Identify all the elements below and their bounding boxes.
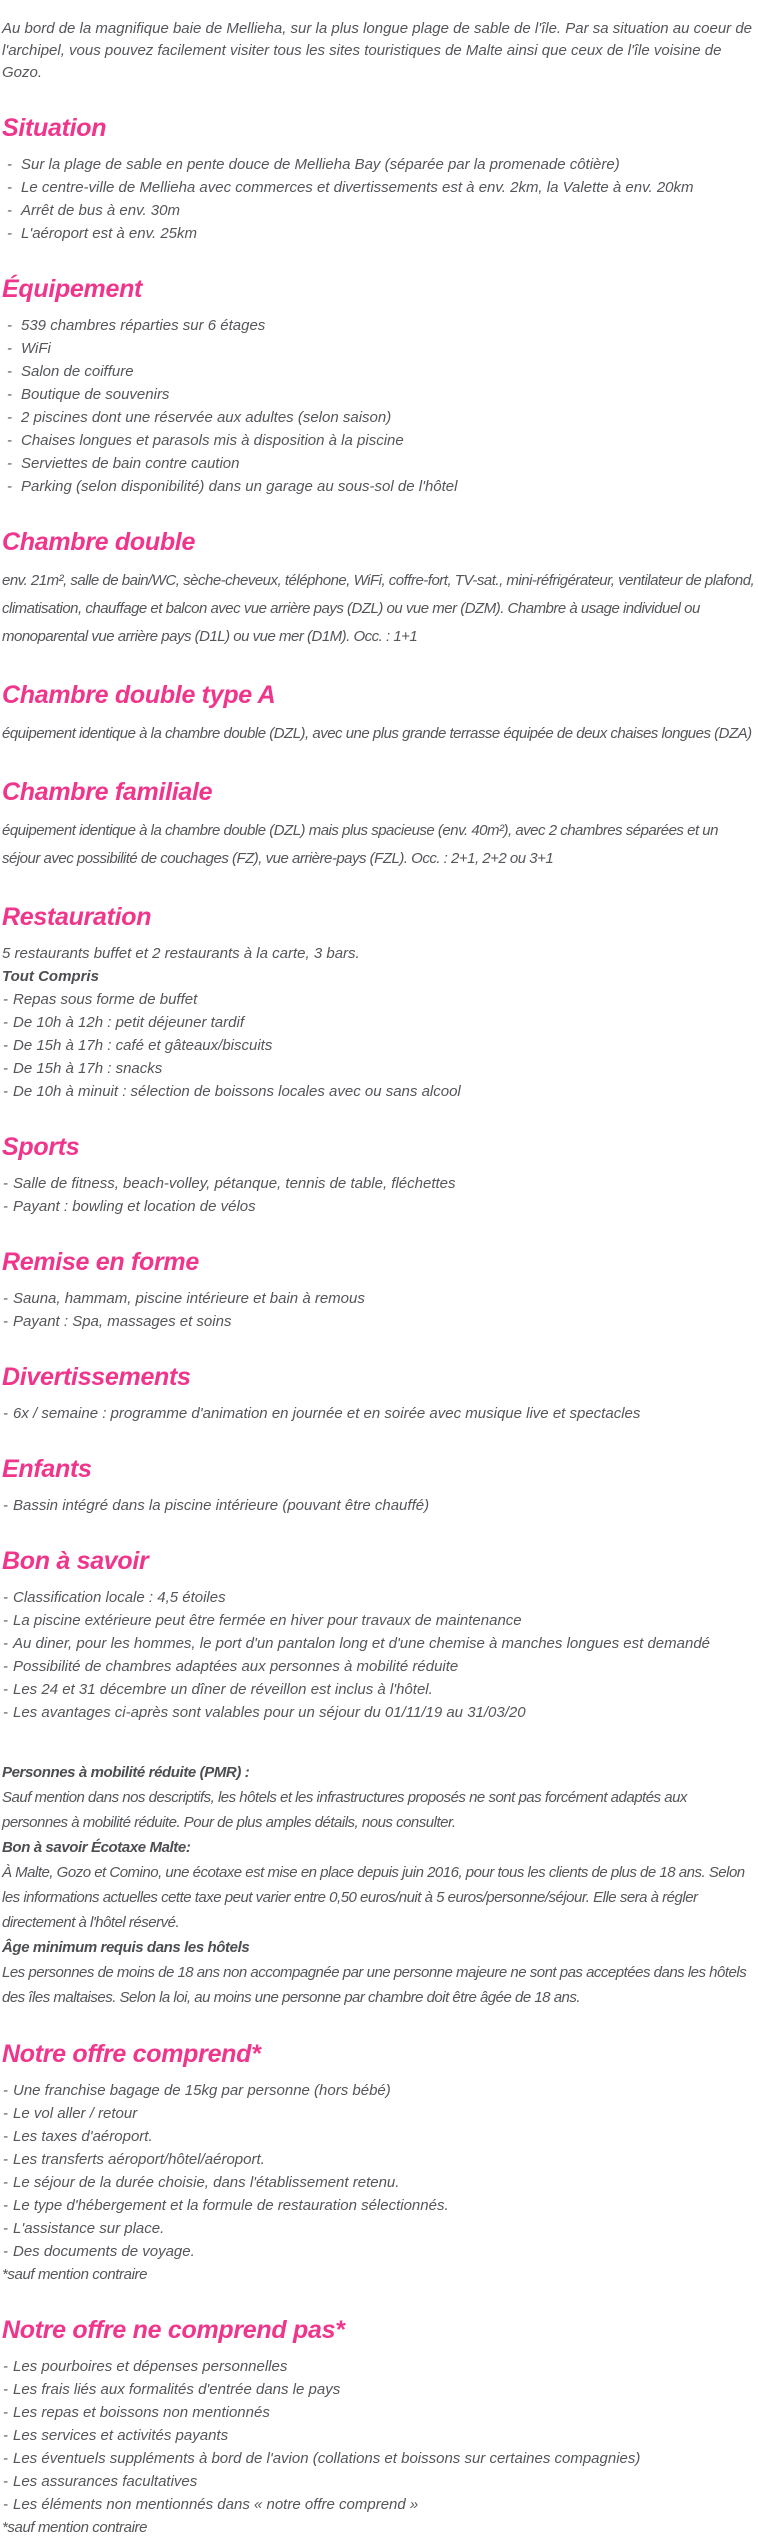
- bullet-item: [2, 1195, 755, 1218]
- section-chambre-double-type-a: [2, 681, 755, 748]
- bullet-dash-icon: -: [3, 991, 8, 1008]
- bullet-text: Au diner, pour les hommes, le port d'un pantalon long et d'une chemise à manches longues est demandé: [13, 1635, 711, 1652]
- bullet-dash-icon: -: [3, 1704, 8, 1721]
- bullet-dash-icon: -: [3, 1060, 8, 1077]
- bullet-text: De 15h à 17h : snacks: [13, 1060, 163, 1077]
- bullet-dash-icon: -: [7, 225, 12, 242]
- bullet-item: [2, 475, 755, 498]
- bullet-list: [2, 1586, 755, 1724]
- bullet-text: Les transferts aéroport/hôtel/aéroport.: [13, 2151, 265, 2168]
- bullet-text: Repas sous forme de buffet: [13, 991, 198, 1008]
- bullet-dash-icon: -: [7, 340, 12, 357]
- bullet-text: Possibilité de chambres adaptées aux personnes à mobilité réduite: [13, 1658, 459, 1675]
- bullet-dash-icon: -: [7, 179, 12, 196]
- section-notre-offre-comprend: [2, 2040, 755, 2286]
- bullet-text: Le vol aller / retour: [13, 2105, 138, 2122]
- bullet-dash-icon: -: [3, 1681, 8, 1698]
- bullet-text: Parking (selon disponibilité) dans un garage au sous-sol de l'hôtel: [21, 478, 458, 495]
- bullet-text: Les repas et boissons non mentionnés: [13, 2404, 270, 2421]
- bullet-item: [2, 199, 755, 222]
- bullet-text: Sauna, hammam, piscine intérieure et bain à remous: [13, 1290, 365, 1307]
- section-notre-offre-ne-comprend-pas: [2, 2316, 755, 2539]
- bullet-item: [2, 1655, 755, 1678]
- bullet-dash-icon: -: [3, 2243, 8, 2260]
- bullet-item: [2, 429, 755, 452]
- bullet-text: Les services et activités payants: [13, 2427, 229, 2444]
- bullet-text: Le type d'hébergement et la formule de restauration sélectionnés.: [13, 2197, 449, 2214]
- section-title-chambre-double: Chambre double: [2, 528, 196, 556]
- bullet-list: [2, 1494, 755, 1517]
- bullet-text: Les 24 et 31 décembre un dîner de réveillon est inclus à l'hôtel.: [13, 1681, 433, 1698]
- notes-block: [2, 1760, 755, 2010]
- bullet-list: [2, 2079, 755, 2263]
- bullet-dash-icon: -: [3, 1198, 8, 1215]
- bullet-dash-icon: -: [3, 1589, 8, 1606]
- bullet-text: L'assistance sur place.: [13, 2220, 165, 2237]
- section-chambre-double: [2, 528, 755, 651]
- bullet-item: [2, 1494, 755, 1517]
- bullet-item: [2, 2079, 755, 2102]
- section-sports: [2, 1133, 755, 1218]
- bullet-list: [2, 314, 755, 498]
- bullet-dash-icon: -: [3, 1037, 8, 1054]
- section-title-remise-en-forme: Remise en forme: [2, 1248, 199, 1276]
- note-text: Sauf mention dans nos descriptifs, les hôtels et les infrastructures proposés ne sont pas forcément adaptés aux personnes à mobilité réduite. Pour de plus amples détails, nous consulter.: [2, 1789, 687, 1831]
- note-text: Les personnes de moins de 18 ans non accompagnée par une personne majeure ne sont pas acceptées dans les hôtels des îles maltaises. Selon la loi, au moins une personne par chambre doit être âgée de 18 ans.: [2, 1964, 747, 2006]
- bullet-item: [2, 1057, 755, 1080]
- bullet-item: [2, 2240, 755, 2263]
- bullet-dash-icon: -: [3, 1635, 8, 1652]
- bullet-dash-icon: -: [3, 1497, 8, 1514]
- bullet-text: Les éventuels suppléments à bord de l'avion (collations et boissons sur certaines compagnies): [13, 2450, 641, 2467]
- bullet-list: [2, 2355, 755, 2516]
- section-chambre-familiale: [2, 778, 755, 873]
- bullet-dash-icon: -: [3, 2220, 8, 2237]
- bullet-item: [2, 1287, 755, 1310]
- note-title-age-minimum-requis-dans-les-hotels: Âge minimum requis dans les hôtels: [2, 1939, 250, 1956]
- section-remise-en-forme: [2, 1248, 755, 1333]
- section-bon-a-savoir: [2, 1547, 755, 2010]
- bullet-item: [2, 1402, 755, 1425]
- bullet-item: [2, 1586, 755, 1609]
- bullet-text: Sur la plage de sable en pente douce de Mellieha Bay (séparée par la promenade côtière): [21, 156, 620, 173]
- bullet-text: Boutique de souvenirs: [21, 386, 170, 403]
- bullet-text: Les avantages ci-après sont valables pour un séjour du 01/11/19 au 31/03/20: [13, 1704, 526, 1721]
- bullet-dash-icon: -: [3, 2082, 8, 2099]
- bullet-text: Bassin intégré dans la piscine intérieure (pouvant être chauffé): [13, 1497, 430, 1514]
- note-text: À Malte, Gozo et Comino, une écotaxe est mise en place depuis juin 2016, pour tous les clients de plus de 18 ans. Selon les informations actuelles cette taxe peut varier entre 0,50 euros/nuit à 5 euros/personne/séjour. Elle sera à régler directement à l'hôtel réservé.: [2, 1864, 745, 1931]
- bullet-item: [2, 2148, 755, 2171]
- bullet-dash-icon: -: [7, 156, 12, 173]
- bullet-dash-icon: -: [7, 363, 12, 380]
- bullet-dash-icon: -: [3, 1658, 8, 1675]
- section-lead: 5 restaurants buffet et 2 restaurants à la carte, 3 bars.: [2, 945, 360, 962]
- bullet-item: [2, 2424, 755, 2447]
- bullet-item: [2, 2217, 755, 2240]
- bullet-item: [2, 383, 755, 406]
- bullet-text: Les pourboires et dépenses personnelles: [13, 2358, 288, 2375]
- bullet-text: WiFi: [21, 340, 51, 357]
- bullet-text: Des documents de voyage.: [13, 2243, 195, 2260]
- bullet-item: [2, 1678, 755, 1701]
- section-title-notre-offre-ne-comprend-pas: Notre offre ne comprend pas*: [2, 2316, 345, 2344]
- section-enfants: [2, 1455, 755, 1517]
- section-paragraph: équipement identique à la chambre double (DZL) mais plus spacieuse (env. 40m²), avec 2 chambres séparées et un séjour avec possibilité de couchages (FZ), vue arrière-pays (FZL). Occ. : 2+1, 2+2 ou 3+1: [2, 822, 718, 867]
- sections-container: [2, 114, 755, 2539]
- bullet-list: [2, 1402, 755, 1425]
- bullet-dash-icon: -: [3, 1405, 8, 1422]
- bullet-item: [2, 153, 755, 176]
- bullet-item: [2, 1310, 755, 1333]
- section-restauration: [2, 903, 755, 1103]
- bullet-dash-icon: -: [3, 2128, 8, 2145]
- bullet-text: Payant : Spa, massages et soins: [13, 1313, 232, 1330]
- bullet-text: Chaises longues et parasols mis à disposition à la piscine: [21, 432, 404, 449]
- bullet-text: Classification locale : 4,5 étoiles: [13, 1589, 226, 1606]
- intro-paragraph: Au bord de la magnifique baie de Mellieha, sur la plus longue plage de sable de l'île. Par sa situation au coeur de l'archipel, vous pouvez facilement visiter tous les sites touristiques de Malte ainsi que ceux de l'île voisine de Gozo.: [2, 20, 753, 81]
- section-title-bon-a-savoir: Bon à savoir: [2, 1547, 149, 1575]
- bullet-item: [2, 1080, 755, 1103]
- section-equipement: [2, 275, 755, 498]
- bullet-text: Arrêt de bus à env. 30m: [21, 202, 180, 219]
- bullet-text: 539 chambres réparties sur 6 étages: [21, 317, 266, 334]
- bullet-dash-icon: -: [7, 317, 12, 334]
- bullet-text: Les éléments non mentionnés dans « notre offre comprend »: [13, 2496, 419, 2513]
- bullet-text: Serviettes de bain contre caution: [21, 455, 240, 472]
- bullet-dash-icon: -: [7, 202, 12, 219]
- bullet-item: [2, 1172, 755, 1195]
- bullet-dash-icon: -: [3, 2197, 8, 2214]
- section-paragraph: env. 21m², salle de bain/WC, sèche-cheveux, téléphone, WiFi, coffre-fort, TV-sat., mini-réfrigérateur, ventilateur de plafond, climatisation, chauffage et balcon avec vue arrière pays (DZL) ou vue mer (DZM). Chambre à usage individuel ou monoparental vue arrière pays (D1L) ou vue mer (D1M). Occ. : 1+1: [2, 572, 755, 645]
- bullet-text: Les assurances facultatives: [13, 2473, 198, 2490]
- section-title-enfants: Enfants: [2, 1455, 92, 1483]
- note-title-personnes-a-mobilite-reduite-pmr: Personnes à mobilité réduite (PMR) :: [2, 1764, 250, 1781]
- bullet-item: [2, 2194, 755, 2217]
- bullet-dash-icon: -: [3, 2358, 8, 2375]
- bullet-dash-icon: -: [3, 2105, 8, 2122]
- bullet-item: [2, 452, 755, 475]
- bullet-dash-icon: -: [3, 1083, 8, 1100]
- section-title-chambre-familiale: Chambre familiale: [2, 778, 213, 806]
- bullet-text: De 10h à 12h : petit déjeuner tardif: [13, 1014, 244, 1031]
- section-title-equipement: Équipement: [2, 275, 143, 303]
- section-title-notre-offre-comprend: Notre offre comprend*: [2, 2040, 261, 2068]
- bullet-text: Les frais liés aux formalités d'entrée dans le pays: [13, 2381, 341, 2398]
- bullet-dash-icon: -: [7, 432, 12, 449]
- bullet-dash-icon: -: [3, 2381, 8, 2398]
- bullet-text: Le séjour de la durée choisie, dans l'établissement retenu.: [13, 2174, 400, 2191]
- bullet-text: Les taxes d'aéroport.: [13, 2128, 153, 2145]
- bullet-item: [2, 176, 755, 199]
- bullet-list: [2, 1287, 755, 1333]
- bullet-text: La piscine extérieure peut être fermée en hiver pour travaux de maintenance: [13, 1612, 522, 1629]
- bullet-item: [2, 1701, 755, 1724]
- bullet-dash-icon: -: [3, 1612, 8, 1629]
- bullet-item: [2, 2470, 755, 2493]
- bullet-dash-icon: -: [3, 1014, 8, 1031]
- bullet-item: [2, 2493, 755, 2516]
- bullet-dash-icon: -: [7, 478, 12, 495]
- bullet-text: Payant : bowling et location de vélos: [13, 1198, 256, 1215]
- bullet-text: Salon de coiffure: [21, 363, 134, 380]
- section-title-restauration: Restauration: [2, 903, 152, 931]
- footnote: *sauf mention contraire: [2, 2266, 148, 2283]
- bullet-dash-icon: -: [3, 2427, 8, 2444]
- bullet-dash-icon: -: [7, 455, 12, 472]
- bullet-item: [2, 1632, 755, 1655]
- section-title-divertissements: Divertissements: [2, 1363, 191, 1391]
- bullet-item: [2, 2102, 755, 2125]
- bullet-item: [2, 222, 755, 245]
- note-title-bon-a-savoir-ecotaxe-malte: Bon à savoir Écotaxe Malte:: [2, 1839, 191, 1856]
- section-divertissements: [2, 1363, 755, 1425]
- bullet-item: [2, 2447, 755, 2470]
- bullet-item: [2, 2125, 755, 2148]
- bullet-dash-icon: -: [3, 2151, 8, 2168]
- footnote: *sauf mention contraire: [2, 2519, 148, 2536]
- bullet-item: [2, 2171, 755, 2194]
- section-title-situation: Situation: [2, 114, 107, 142]
- bullet-dash-icon: -: [3, 1290, 8, 1307]
- bullet-item: [2, 337, 755, 360]
- bullet-dash-icon: -: [3, 2174, 8, 2191]
- bullet-item: [2, 314, 755, 337]
- bullet-item: [2, 2378, 755, 2401]
- bullet-dash-icon: -: [7, 386, 12, 403]
- bullet-text: Salle de fitness, beach-volley, pétanque, tennis de table, fléchettes: [13, 1175, 456, 1192]
- bullet-dash-icon: -: [7, 409, 12, 426]
- bullet-item: [2, 1609, 755, 1632]
- bullet-text: Une franchise bagage de 15kg par personne (hors bébé): [13, 2082, 391, 2099]
- bullet-text: De 10h à minuit : sélection de boissons locales avec ou sans alcool: [13, 1083, 461, 1100]
- bullet-item: [2, 988, 755, 1011]
- bullet-item: [2, 2355, 755, 2378]
- bullet-dash-icon: -: [3, 1175, 8, 1192]
- bullet-text: 2 piscines dont une réservée aux adultes (selon saison): [21, 409, 392, 426]
- section-subheading: Tout Compris: [2, 968, 99, 985]
- bullet-text: Le centre-ville de Mellieha avec commerces et divertissements est à env. 2km, la Valette à env. 20km: [21, 179, 694, 196]
- section-title-chambre-double-type-a: Chambre double type A: [2, 681, 276, 709]
- bullet-dash-icon: -: [3, 1313, 8, 1330]
- bullet-dash-icon: -: [3, 2496, 8, 2513]
- bullet-item: [2, 1011, 755, 1034]
- bullet-item: [2, 1034, 755, 1057]
- bullet-list: [2, 1172, 755, 1218]
- bullet-text: De 15h à 17h : café et gâteaux/biscuits: [13, 1037, 273, 1054]
- bullet-item: [2, 360, 755, 383]
- section-paragraph: équipement identique à la chambre double (DZL), avec une plus grande terrasse équipée de deux chaises longues (DZA): [2, 725, 752, 742]
- section-title-sports: Sports: [2, 1133, 80, 1161]
- bullet-list: [2, 988, 755, 1103]
- bullet-item: [2, 406, 755, 429]
- bullet-item: [2, 2401, 755, 2424]
- bullet-list: [2, 153, 755, 245]
- bullet-text: 6x / semaine : programme d'animation en journée et en soirée avec musique live et spectacles: [13, 1405, 641, 1422]
- bullet-dash-icon: -: [3, 2404, 8, 2421]
- bullet-text: L'aéroport est à env. 25km: [21, 225, 198, 242]
- bullet-dash-icon: -: [3, 2473, 8, 2490]
- section-situation: [2, 114, 755, 245]
- bullet-dash-icon: -: [3, 2450, 8, 2467]
